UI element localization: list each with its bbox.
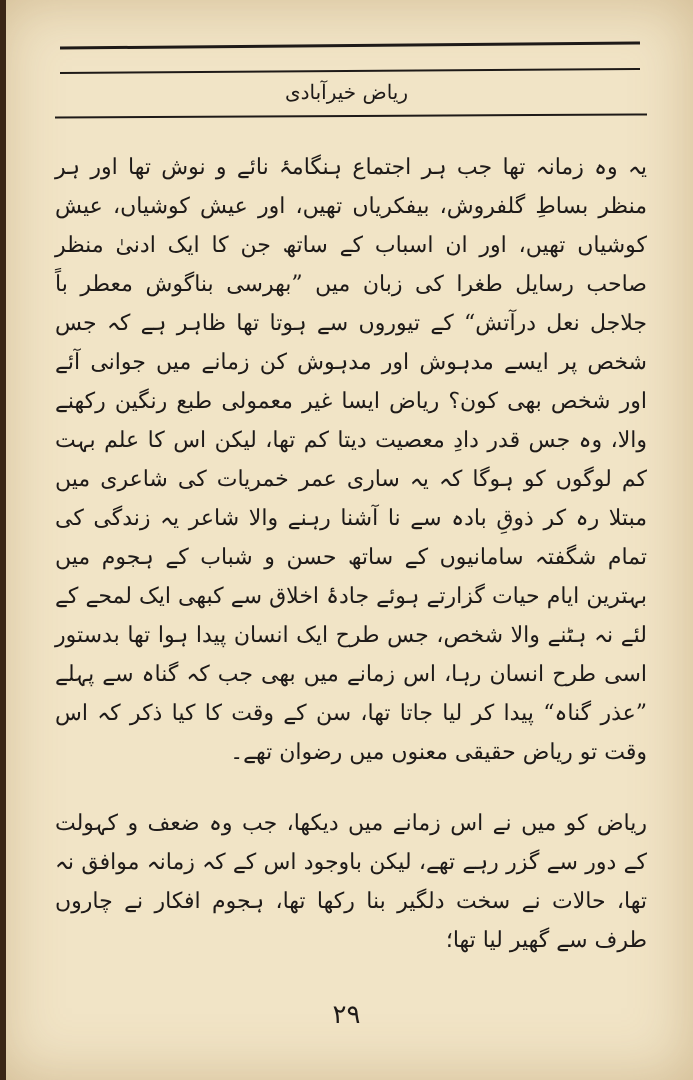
header-rule-top	[60, 41, 640, 49]
page-number: ۲۹	[332, 1000, 361, 1030]
body-text	[55, 148, 647, 960]
header-rule-bottom	[55, 113, 647, 118]
header-rule-middle	[60, 68, 640, 74]
page-edge-shadow	[0, 0, 6, 1080]
running-head: ریاض خیرآبادی	[284, 80, 409, 104]
paragraph: ریاض کو میں نے اس زمانے میں دیکھا، جب وہ ضعف و کہولت کے دور سے گزر رہے تھے، لیکن باوجود اس کے کہ زمانہ موافق نہ تھا، حالات نے سخت دلگیر بنا رکھا تھا، ہجوم افکار نے چاروں طرف سے گھیر لیا تھا؛	[55, 811, 647, 953]
paragraph: یہ وہ زمانہ تھا جب ہر اجتماع ہنگامۂ نائے و نوش تھا اور ہر منظر بساطِ گلفروش، بیفکریاں تھیں، اور عیش کوشیاں، عیش کوشیاں تھیں، اور ان اسباب کے ساتھ جن کا ایک ادنیٰ منظر صاحب رسایل طغرا کی زبان میں ”بھرسی بناگوش معطر باً جلاجل نعل درآتش“ کے تیوروں سے ہوتا تھا ظاہر ہے کہ جس شخص پر ایسے مدہوش اور مدہوش کن زمانے میں جوانی آئے اور شخص بھی کون؟ ریاض ایسا غیر معمولی طبع رنگین رکھنے والا، وہ جس قدر دادِ معصیت دیتا کم تھا، لیکن اس کا علم بہت کم لوگوں کو ہوگا کہ یہ ساری عمر خمریات کی شاعری میں مبتلا رہ کر ذوقِ بادہ سے نا آشنا رہنے والا شاعر یہ زندگی کی تمام شگفتہ سامانیوں کے ساتھ حسن و شباب کے ہجوم میں بہترین ایام حیات گزارتے ہوئے جادۂ اخلاق سے کبھی ایک لمحے کے لئے نہ ہٹنے والا شخص، جس طرح ایک انسان پیدا ہوا تھا بدستور اسی طرح انسان رہا، اس زمانے میں بھی جب کہ گناہ سے پہلے ”عذر گناہ“ پیدا کر لیا جاتا تھا، سن کے وقت کا کیا ذکر کہ اس وقت تو ریاض حقیقی معنوں میں رضوان تھے۔	[55, 155, 647, 765]
